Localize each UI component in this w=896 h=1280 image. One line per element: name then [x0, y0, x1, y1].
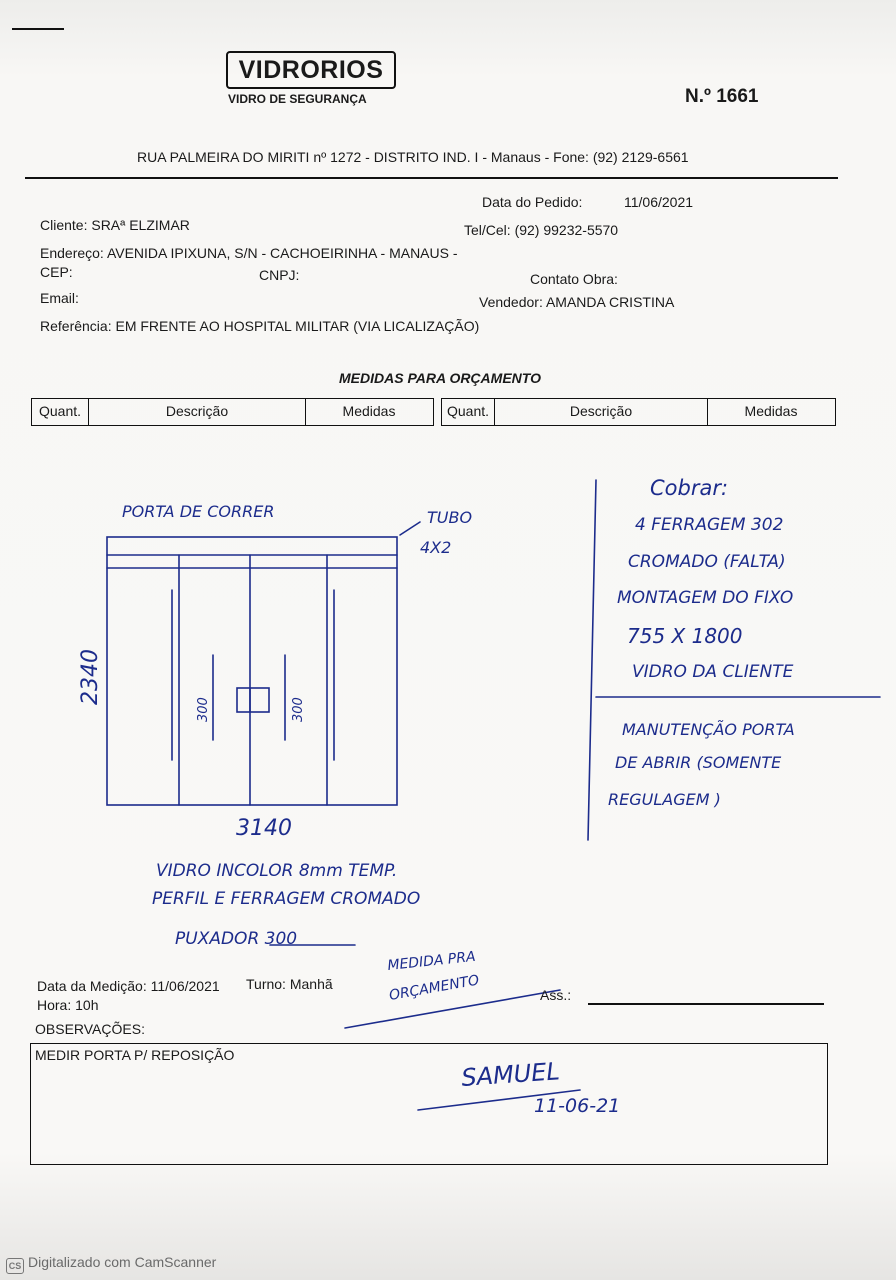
client-field: Cliente: SRAª ELZIMAR: [40, 217, 190, 233]
document-number: N.º 1661: [685, 86, 759, 107]
col-quant: Quant.: [32, 399, 89, 425]
phone-field: Tel/Cel: (92) 99232-5570: [464, 222, 619, 238]
tube-label: TUBO: [427, 508, 473, 527]
seller-field: Vendedor: AMANDA CRISTINA: [479, 294, 675, 310]
maint-line-3: REGULAGEM ): [608, 790, 721, 809]
maint-line-2: DE ABRIR (SOMENTE: [615, 753, 782, 772]
charge-line-2: CROMADO (FALTA): [628, 552, 786, 572]
maint-line-1: MANUTENÇÃO PORTA: [622, 720, 795, 739]
budget-underline: [345, 990, 560, 1028]
reference-field: Referência: EM FRENTE AO HOSPITAL MILITAR (VIA LICALIZAÇÃO): [40, 318, 480, 334]
measurement-time: Hora: 10h: [37, 997, 99, 1013]
camscanner-icon: CS: [6, 1258, 24, 1274]
contact-field: Contato Obra:: [530, 271, 618, 287]
order-date-value: 11/06/2021: [624, 194, 694, 210]
company-tagline: VIDRO DE SEGURANÇA: [228, 92, 367, 106]
cnpj-field: CNPJ:: [259, 267, 300, 283]
measurement-shift: Turno: Manhã: [246, 976, 333, 992]
handle-note: PUXADOR 300: [175, 929, 298, 949]
notes-vertical-divider: [588, 480, 596, 840]
height-dimension: 2340: [78, 649, 103, 705]
handle-size-left: 300: [196, 697, 211, 722]
lock-box: [237, 688, 269, 712]
charge-line-3: MONTAGEM DO FIXO: [617, 588, 794, 608]
observations-label: OBSERVAÇÕES:: [35, 1021, 145, 1037]
signature: SAMUEL: [460, 1057, 561, 1092]
col-description-2: Descrição: [495, 399, 708, 425]
signature-line: [588, 1003, 824, 1005]
col-measures: Medidas: [342, 403, 396, 419]
charge-title: Cobrar:: [650, 476, 729, 500]
cep-field: CEP:: [40, 264, 73, 280]
email-field: Email:: [40, 290, 79, 306]
charge-line-5: VIDRO DA CLIENTE: [632, 662, 794, 682]
signature-label: Ass.:: [540, 987, 572, 1003]
budget-note-2: ORÇAMENTO: [387, 972, 481, 1004]
handle-size-right: 300: [291, 697, 306, 722]
budget-note-1: MEDIDA PRA: [386, 948, 477, 974]
measurement-date: Data da Medição: 11/06/2021: [37, 978, 220, 994]
door-frame: [107, 537, 397, 805]
width-dimension: 3140: [236, 816, 292, 841]
tube-leader-line: [400, 522, 420, 535]
col-measures-2: Medidas: [744, 403, 798, 419]
company-logo: VIDRORIOS: [226, 51, 396, 89]
measures-title: MEDIDAS PARA ORÇAMENTO: [339, 370, 541, 386]
scanner-text: Digitalizado com CamScanner: [28, 1254, 217, 1270]
observations-text: MEDIR PORTA P/ REPOSIÇÃO: [35, 1047, 235, 1063]
signature-date: 11-06-21: [534, 1095, 621, 1117]
col-description: Descrição: [89, 399, 306, 425]
scanner-watermark: [6, 1254, 216, 1274]
order-date-label: Data do Pedido:: [482, 194, 583, 210]
glass-note: VIDRO INCOLOR 8mm TEMP.: [156, 861, 398, 881]
col-quant-2: Quant.: [442, 399, 495, 425]
profile-note: PERFIL E FERRAGEM CROMADO: [152, 889, 421, 909]
door-label: PORTA DE CORRER: [122, 502, 275, 521]
charge-line-4: 755 X 1800: [627, 624, 743, 648]
address-field: Endereço: AVENIDA IPIXUNA, S/N - CACHOEIRINHA - MANAUS -: [40, 245, 458, 261]
tube-size: 4X2: [420, 538, 452, 557]
charge-line-1: 4 FERRAGEM 302: [635, 515, 784, 535]
company-address: RUA PALMEIRA DO MIRITI nº 1272 - DISTRITO IND. I - Manaus - Fone: (92) 2129-6561: [137, 149, 689, 165]
